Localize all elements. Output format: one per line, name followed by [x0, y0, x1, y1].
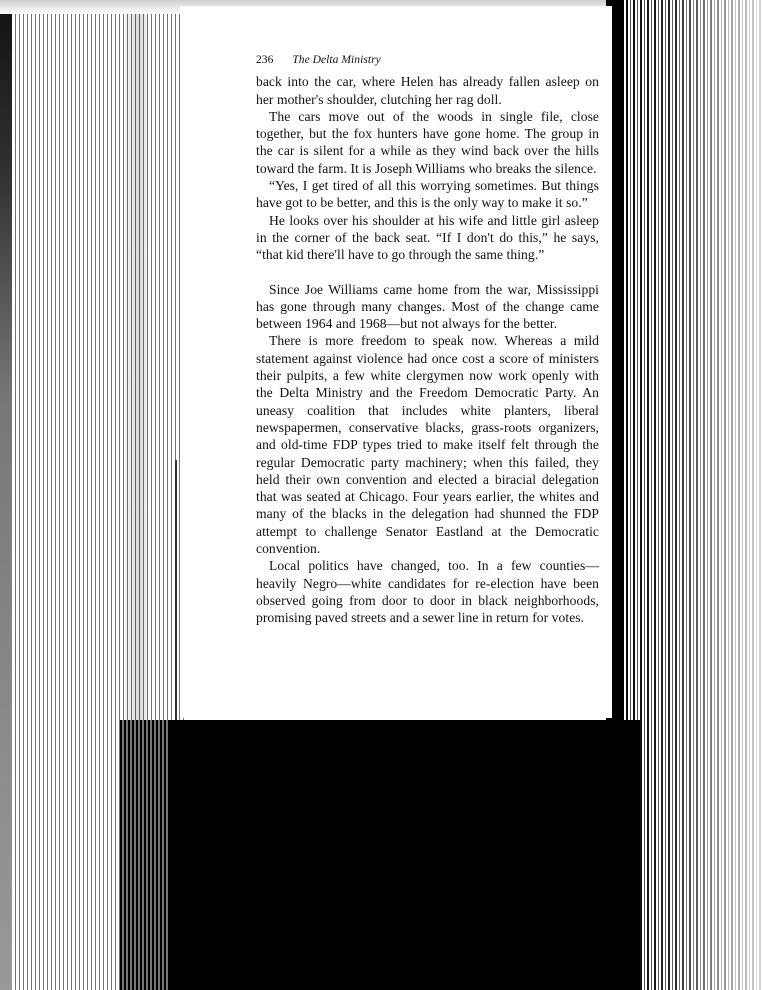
paragraph: There is more freedom to speak now. Whereas a mild statement against violence had once cost a score of ministers their pulpits, a few white clergymen now work openly with the Delta Ministry and the Freedom Democratic Party. An uneasy coalition that includes white planters, liberal newspapermen, conservative blacks, grass-roots organizers, and old-time FDP types tried to make itself felt through the regular Democratic party machinery; when this failed, they held their own convention and elected a biracial delegation that was seated at Chicago. Four years earlier, the whites and many of the blacks in the delegation had shunned the FDP attempt to challenge Senator Eastland at the Democratic convention.	[256, 333, 599, 557]
paragraph: He looks over his shoulder at his wife and little girl asleep in the corner of the back seat. “If I don't do this,” he says, “that kid there'll have to go through the same thing.”	[256, 212, 599, 263]
page-number: 236	[256, 54, 274, 66]
running-title: The Delta Ministry	[292, 54, 381, 66]
paragraph: back into the car, where Helen has already fallen asleep on her mother's shoulder, clutching her rag doll.	[256, 74, 599, 107]
paragraph: Since Joe Williams came home from the war, Mississippi has gone through many changes. Most of the change came between 1964 and 1968—but not always for the better.	[256, 281, 599, 332]
page-text-block	[256, 52, 599, 627]
paragraph: “Yes, I get tired of all this worrying sometimes. But things have got to be better, and this is the only way to make it so.”	[256, 178, 599, 211]
running-header	[256, 52, 599, 69]
paragraph: Local politics have changed, too. In a few counties—heavily Negro—white candidates for re-election have been observed going from door to door in black neighborhoods, promising paved streets and a sewer line in return for votes.	[256, 558, 599, 626]
bottom-scan-shadow	[170, 720, 640, 990]
page	[180, 6, 612, 718]
section-break	[256, 264, 599, 281]
gutter-line	[175, 460, 177, 720]
left-scan-shadow	[0, 0, 12, 990]
paragraph: The cars move out of the woods in single file, close together, but the fox hunters have gone home. The group in the car is silent for a while as they wind back over the hills toward the farm. It is Joseph Williams who breaks the silence.	[256, 108, 599, 176]
